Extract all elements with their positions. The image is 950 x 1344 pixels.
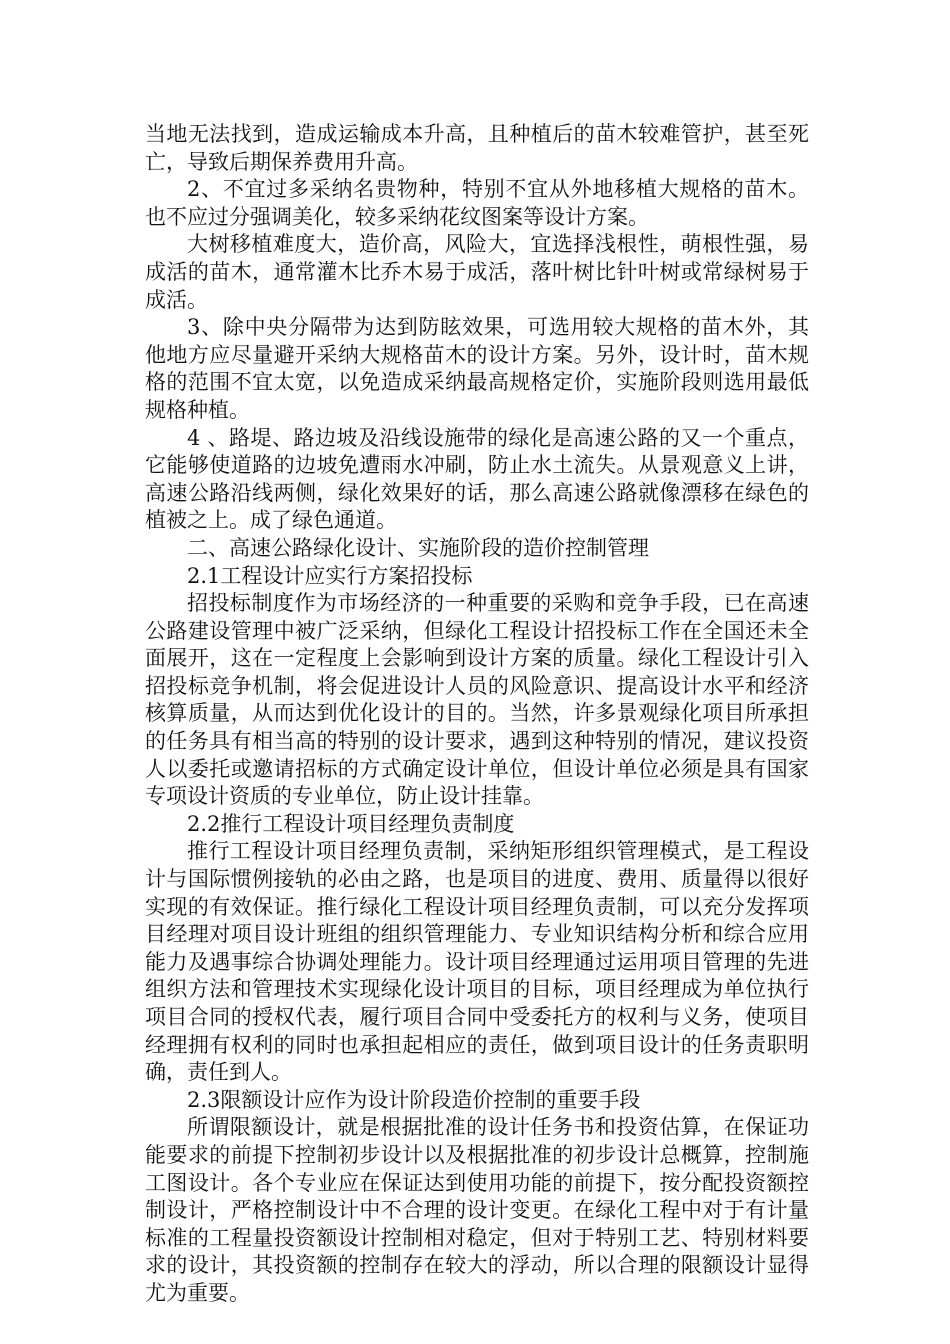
paragraph-tree-transplant: 大树移植难度大，造价高，风险大，宜选择浅根性，萌根性强，易成活的苗木，通常灌木比乔木易于成活，落叶树比针叶树或常绿树易于成活。 <box>145 232 809 312</box>
paragraph-item-2: 2、不宜过多采纳名贵物种，特别不宜从外地移植大规格的苗木。也不应过分强调美化，较多采纳花纹图案等设计方案。 <box>145 177 809 229</box>
paragraph-item-4: 4 、路堤、路边坡及沿线设施带的绿化是高速公路的又一个重点，它能够使道路的边坡免遭雨水冲刷，防止水土流失。从景观意义上讲，高速公路沿线两侧，绿化效果好的话，那么高速公路就像漂移在绿色的植被之上。成了绿色通道。 <box>145 425 809 533</box>
paragraph-bidding: 招投标制度作为市场经济的一种重要的采购和竞争手段，已在高速公路建设管理中被广泛采纳，但绿化工程设计招投标工作在全国还未全面展开，这在一定程度上会影响到设计方案的质量。绿化工程设计引入招投标竞争机制，将会促进设计人员的风险意识、提高设计水平和经济核算质量，从而达到优化设计的目的。当然，许多景观绿化项目所承担的任务具有相当高的特别的设计要求，遇到这种特别的情况，建议投资人以委托或邀请招标的方式确定设计单位，但设计单位必须是具有国家专项设计资质的专业单位，防止设计挂靠。 <box>145 591 809 809</box>
paragraph-project-manager: 推行工程设计项目经理负责制，采纳矩形组织管理模式，是工程设计与国际惯例接轨的必由之路，也是项目的进度、费用、质量得以很好实现的有效保证。推行绿化工程设计项目经理负责制，可以充分发挥项目经理对项目设计班组的组织管理能力、专业知识结构分析和综合应用能力及遇事综合协调处理能力。设计项目经理通过运用项目管理的先进组织方法和管理技术实现绿化设计项目的目标，项目经理成为单位执行项目合同的授权代表，履行项目合同中受委托方的权利与义务，使项目经理拥有权利的同时也承担起相应的责任，做到项目设计的任务责职明确，责任到人。 <box>145 839 809 1085</box>
paragraph-item-3: 3、除中央分隔带为达到防眩效果，可选用较大规格的苗木外，其他地方应尽量避开采纳大规格苗木的设计方案。另外，设计时，苗木规格的范围不宜太宽，以免造成采纳最高规格定价，实施阶段则选用最低规格种植。 <box>145 315 809 422</box>
section-heading: 二、高速公路绿化设计、实施阶段的造价控制管理 <box>187 535 649 560</box>
subsection-heading-2-3: 2.3限额设计应作为设计阶段造价控制的重要手段 <box>187 1087 641 1112</box>
document-body <box>145 121 809 1308</box>
paragraph-quota-design: 所谓限额设计，就是根据批准的设计任务书和投资估算，在保证功能要求的前提下控制初步设计以及根据批准的初步设计总概算，控制施工图设计。各个专业应在保证达到使用功能的前提下，按分配投资额控制设计，严格控制设计中不合理的设计变更。在绿化工程中对于有计量标准的工程量投资额设计控制相对稳定，但对于特别工艺、特别材料要求的设计，其投资额的控制存在较大的浮动，所以合理的限额设计显得尤为重要。 <box>145 1115 809 1305</box>
paragraph-continuation: 当地无法找到，造成运输成本升高，且种植后的苗木较难管护，甚至死亡，导致后期保养费用升高。 <box>145 122 809 174</box>
subsection-heading-2-1: 2.1工程设计应实行方案招投标 <box>187 563 473 588</box>
subsection-heading-2-2: 2.2推行工程设计项目经理负责制度 <box>187 811 515 836</box>
